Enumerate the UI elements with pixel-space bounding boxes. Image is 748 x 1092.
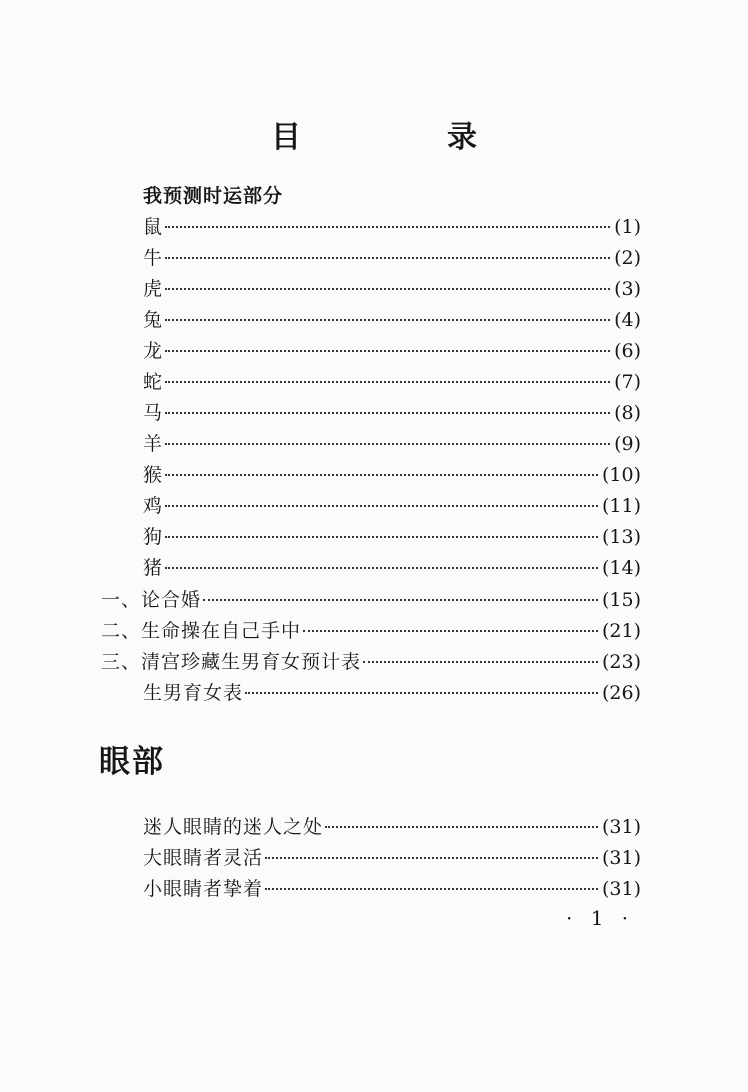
- toc-entry-page: (7): [614, 371, 641, 393]
- toc-entry-page: (23): [601, 651, 641, 673]
- toc-entry-label: 狗: [143, 526, 164, 548]
- toc-entry-label: 鼠: [143, 216, 164, 238]
- toc-entry-page: (13): [601, 526, 641, 548]
- leader-dots: [303, 630, 598, 632]
- leader-dots: [165, 288, 610, 290]
- toc-entry-label: 蛇: [143, 371, 164, 393]
- leader-dots: [165, 257, 610, 259]
- toc-entry[interactable]: [143, 678, 641, 706]
- leader-dots: [165, 443, 610, 445]
- toc-entry[interactable]: [143, 843, 641, 871]
- toc-entry[interactable]: [143, 398, 641, 426]
- toc-entry-label: 二、生命操在自己手中: [101, 620, 302, 642]
- leader-dots: [165, 567, 598, 569]
- toc-entry[interactable]: [143, 243, 641, 271]
- toc-entry-page: (15): [601, 589, 641, 611]
- toc-entry[interactable]: [101, 647, 641, 675]
- leader-dots: [165, 226, 610, 228]
- toc-entry-label: 猪: [143, 557, 164, 579]
- toc-entry-label: 牛: [143, 247, 164, 269]
- leader-dots: [265, 888, 598, 890]
- toc-entry[interactable]: [143, 522, 641, 550]
- toc-entry[interactable]: [143, 305, 641, 333]
- toc-entry-page: (4): [614, 309, 641, 331]
- leader-dots: [245, 692, 598, 694]
- toc-entry-label: 小眼睛者挚着: [143, 878, 264, 900]
- leader-dots: [265, 857, 598, 859]
- toc-entry[interactable]: [143, 336, 641, 364]
- toc-entry-page: (31): [601, 847, 641, 869]
- leader-dots: [165, 319, 610, 321]
- toc-entry-page: (21): [601, 620, 641, 642]
- leader-dots: [165, 350, 610, 352]
- chapter-heading: 眼部: [99, 744, 165, 780]
- toc-entry[interactable]: [101, 616, 641, 644]
- toc-entry-page: (8): [614, 402, 641, 424]
- toc-entry[interactable]: [143, 429, 641, 457]
- page-number: · 1 ·: [566, 906, 635, 930]
- toc-entry-label: 马: [143, 402, 164, 424]
- toc-entry[interactable]: [143, 874, 641, 902]
- toc-entry[interactable]: [143, 367, 641, 395]
- toc-entry-label: 一、论合婚: [101, 589, 202, 611]
- toc-entry-page: (6): [614, 340, 641, 362]
- toc-entry-label: 鸡: [143, 495, 164, 517]
- toc-entry-label: 三、清宫珍藏生男育女预计表: [101, 651, 362, 673]
- leader-dots: [363, 661, 598, 663]
- toc-entry-page: (10): [601, 464, 641, 486]
- toc-entry[interactable]: [143, 812, 641, 840]
- toc-entry[interactable]: [101, 585, 641, 613]
- toc-entry[interactable]: [143, 274, 641, 302]
- toc-entry[interactable]: [143, 553, 641, 581]
- toc-entry-page: (31): [601, 878, 641, 900]
- toc-entry-label: 猴: [143, 464, 164, 486]
- toc-entry-page: (26): [601, 682, 641, 704]
- toc-entry-label: 大眼睛者灵活: [143, 847, 264, 869]
- leader-dots: [203, 599, 598, 601]
- toc-entry-page: (1): [614, 216, 641, 238]
- toc-entry-page: (2): [614, 247, 641, 269]
- toc-entry-page: (14): [601, 557, 641, 579]
- toc-entry[interactable]: [143, 212, 641, 240]
- section-heading: 我预测时运部分: [143, 185, 284, 207]
- toc-entry-page: (9): [614, 433, 641, 455]
- toc-entry-label: 迷人眼睛的迷人之处: [143, 816, 324, 838]
- leader-dots: [165, 412, 610, 414]
- leader-dots: [165, 536, 598, 538]
- leader-dots: [165, 381, 610, 383]
- toc-entry-page: (11): [601, 495, 641, 517]
- toc-entry-page: (31): [601, 816, 641, 838]
- leader-dots: [165, 474, 598, 476]
- toc-entry-page: (3): [614, 278, 641, 300]
- toc-entry[interactable]: [143, 491, 641, 519]
- toc-entry-label: 兔: [143, 309, 164, 331]
- leader-dots: [325, 826, 598, 828]
- toc-entry-label: 羊: [143, 433, 164, 455]
- toc-entry-label: 生男育女表: [143, 682, 244, 704]
- toc-entry-label: 龙: [143, 340, 164, 362]
- toc-entry-label: 虎: [143, 278, 164, 300]
- toc-entry[interactable]: [143, 460, 641, 488]
- page-title: 目 录: [271, 120, 535, 155]
- leader-dots: [165, 505, 598, 507]
